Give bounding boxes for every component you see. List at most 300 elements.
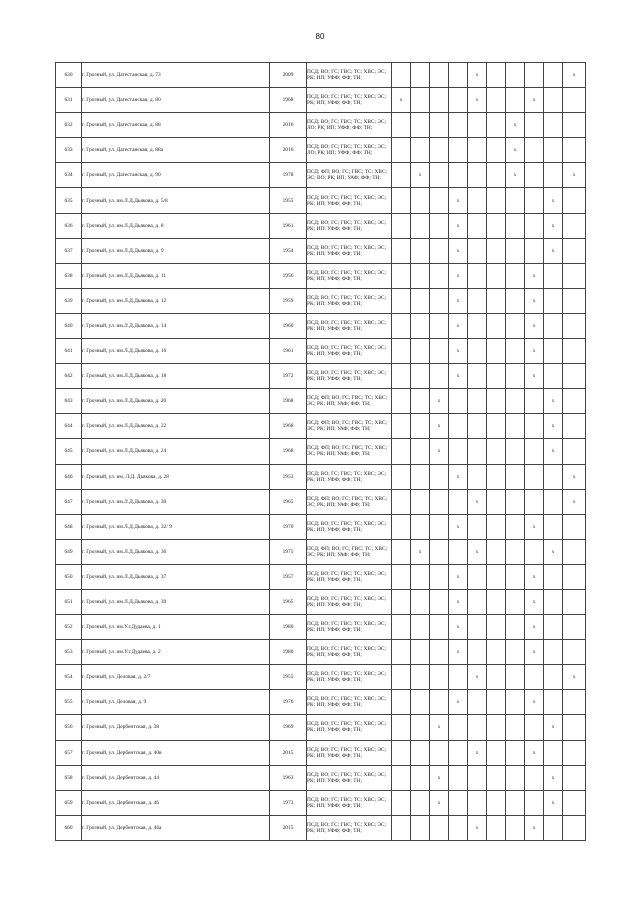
row-year: 1973 — [270, 790, 307, 815]
row-mark: x — [449, 339, 468, 364]
row-works: ПСД; ВО; ГС; ГВС; ТС; ХВС; ЭС; ЛО; РК; ИП; УФФ; ФФ; ТН; — [307, 138, 392, 163]
table-row — [56, 414, 586, 439]
row-number: 639 — [56, 288, 82, 313]
row-mark — [411, 464, 430, 489]
row-year: 1959 — [270, 288, 307, 313]
row-mark — [563, 815, 586, 840]
row-number: 658 — [56, 765, 82, 790]
row-mark — [468, 765, 487, 790]
row-mark: x — [525, 313, 544, 338]
row-mark — [563, 389, 586, 414]
row-mark — [506, 615, 525, 640]
table-row — [56, 665, 586, 690]
row-mark — [392, 213, 411, 238]
row-mark: x — [525, 564, 544, 589]
row-mark — [525, 539, 544, 564]
row-address: г. Грозный, ул. им.Л.Д.Дьякова, д. 12 — [82, 288, 270, 313]
row-mark — [430, 188, 449, 213]
row-works: ПСД; ВО; ГС; ГВС; ТС; ХВС; ЭС; РК; ИП; УФФ; ФФ; ТН; — [307, 665, 392, 690]
row-mark — [411, 313, 430, 338]
row-mark — [544, 564, 563, 589]
table-row — [56, 188, 586, 213]
row-mark — [487, 138, 506, 163]
row-mark — [487, 238, 506, 263]
row-number: 657 — [56, 740, 82, 765]
row-mark: x — [525, 740, 544, 765]
table-row — [56, 690, 586, 715]
row-mark — [392, 815, 411, 840]
row-mark: x — [525, 364, 544, 389]
row-works: ПСД; ВО; ГС; ГВС; ТС; ХВС; ЭС; РК; ИП; УФФ; ФФ; ТН; — [307, 815, 392, 840]
row-mark — [506, 589, 525, 614]
row-mark — [468, 113, 487, 138]
row-mark — [430, 690, 449, 715]
row-mark — [430, 113, 449, 138]
row-address: г. Грозный, ул. им.Л.Д.Дьякова, д. 20 — [82, 389, 270, 414]
row-year: 1961 — [270, 339, 307, 364]
row-address: г. Грозный, ул. Дагестанская, д. 73 — [82, 63, 270, 88]
row-works: ПСД; ФП; ВО; ГС; ГВС; ТС; ХВС; ЭС; РК; ИП; УАФ; ФФ; ТН; — [307, 414, 392, 439]
row-mark: x — [563, 464, 586, 489]
row-mark — [563, 740, 586, 765]
row-mark — [411, 790, 430, 815]
row-mark — [487, 389, 506, 414]
row-address: г. Грозный, ул. им.Л.Д.Дьякова, д. 39 — [82, 589, 270, 614]
table-row — [56, 589, 586, 614]
row-mark — [563, 640, 586, 665]
row-mark — [449, 539, 468, 564]
row-mark — [563, 414, 586, 439]
row-year: 1956 — [270, 263, 307, 288]
row-mark — [525, 464, 544, 489]
row-mark — [487, 615, 506, 640]
row-mark — [563, 765, 586, 790]
row-mark — [563, 288, 586, 313]
row-address: г. Грозный, ул. им.Л.Д.Дьякова, д. 30 — [82, 489, 270, 514]
row-number: 643 — [56, 389, 82, 414]
row-mark — [506, 514, 525, 539]
row-mark — [392, 615, 411, 640]
row-mark — [449, 489, 468, 514]
row-mark — [563, 138, 586, 163]
row-mark — [392, 138, 411, 163]
row-mark — [430, 514, 449, 539]
row-mark — [430, 665, 449, 690]
row-mark: x — [449, 589, 468, 614]
row-works: ПСД; ВО; ГС; ГВС; ТС; ХВС; ЭС; РК; ИП; УФФ; ФФ; ТН; — [307, 589, 392, 614]
row-mark — [430, 464, 449, 489]
row-number: 652 — [56, 615, 82, 640]
table-row — [56, 88, 586, 113]
row-number: 644 — [56, 414, 82, 439]
row-mark: x — [430, 389, 449, 414]
row-mark — [544, 163, 563, 188]
row-mark — [544, 63, 563, 88]
row-mark — [544, 514, 563, 539]
row-mark — [563, 238, 586, 263]
row-mark — [392, 263, 411, 288]
row-mark: x — [430, 765, 449, 790]
row-mark — [506, 715, 525, 740]
row-works: ПСД; ВО; ГС; ГВС; ТС; ХВС; ЭС; РК; ИП; УФФ; ФФ; ТН; — [307, 640, 392, 665]
row-mark — [449, 740, 468, 765]
row-address: г. Грозный, ул. им.Л.Д.Дьякова, д. 5/8 — [82, 188, 270, 213]
row-mark — [487, 63, 506, 88]
row-mark — [430, 213, 449, 238]
row-mark — [525, 489, 544, 514]
row-works: ПСД; ВО; ГС; ГВС; ТС; ХВС; ЭС; РК; ИП; УФФ; ФФ; ТН; — [307, 213, 392, 238]
row-mark: x — [506, 113, 525, 138]
table-row — [56, 288, 586, 313]
row-mark — [506, 740, 525, 765]
row-mark — [506, 414, 525, 439]
row-year: 1968 — [270, 88, 307, 113]
row-mark — [392, 765, 411, 790]
row-mark — [487, 640, 506, 665]
row-mark: x — [449, 615, 468, 640]
row-mark — [487, 213, 506, 238]
row-mark — [411, 263, 430, 288]
row-mark — [392, 63, 411, 88]
row-mark — [430, 313, 449, 338]
row-mark — [411, 213, 430, 238]
row-mark — [430, 88, 449, 113]
row-address: г. Грозный, ул. им.Л.Д.Дьякова, д. 14 — [82, 313, 270, 338]
row-mark — [411, 63, 430, 88]
row-year: 1968 — [270, 439, 307, 464]
row-mark — [506, 690, 525, 715]
row-mark — [544, 489, 563, 514]
row-number: 645 — [56, 439, 82, 464]
row-mark: x — [525, 640, 544, 665]
row-mark — [468, 414, 487, 439]
row-mark — [487, 489, 506, 514]
row-mark: x — [449, 188, 468, 213]
table-row — [56, 615, 586, 640]
row-mark — [392, 740, 411, 765]
row-number: 635 — [56, 188, 82, 213]
row-mark — [449, 389, 468, 414]
table-row — [56, 564, 586, 589]
row-mark — [563, 615, 586, 640]
row-number: 630 — [56, 63, 82, 88]
row-mark — [392, 564, 411, 589]
row-mark — [430, 339, 449, 364]
row-mark — [411, 113, 430, 138]
row-mark — [506, 539, 525, 564]
row-mark — [411, 564, 430, 589]
row-mark: x — [525, 615, 544, 640]
row-mark — [525, 414, 544, 439]
row-mark: x — [544, 539, 563, 564]
row-mark — [506, 464, 525, 489]
row-mark — [468, 364, 487, 389]
row-mark — [430, 263, 449, 288]
row-number: 651 — [56, 589, 82, 614]
row-mark: x — [544, 765, 563, 790]
row-mark — [563, 88, 586, 113]
row-mark: x — [525, 690, 544, 715]
row-mark — [563, 263, 586, 288]
row-address: г. Грозный, ул. им.У.г.Дудаева, д. 1 — [82, 615, 270, 640]
row-address: г. Грозный, ул. Дагестанская, д. 80 — [82, 88, 270, 113]
row-mark — [468, 138, 487, 163]
row-mark — [487, 288, 506, 313]
row-mark — [506, 489, 525, 514]
table-row — [56, 539, 586, 564]
row-mark — [430, 288, 449, 313]
row-mark — [411, 364, 430, 389]
row-mark: x — [506, 138, 525, 163]
row-mark — [392, 288, 411, 313]
row-mark: x — [544, 715, 563, 740]
row-mark — [411, 715, 430, 740]
row-mark — [544, 740, 563, 765]
table-row — [56, 364, 586, 389]
row-address: г. Грозный, ул. им.Л.Д.Дьякова, д. 32/ 9 — [82, 514, 270, 539]
row-mark: x — [525, 288, 544, 313]
row-mark: x — [468, 815, 487, 840]
row-mark — [544, 464, 563, 489]
row-mark — [430, 564, 449, 589]
row-year: 2015 — [270, 815, 307, 840]
row-mark — [468, 464, 487, 489]
row-mark — [487, 690, 506, 715]
row-mark — [468, 715, 487, 740]
row-mark — [544, 313, 563, 338]
row-works: ПСД; ВО; ГС; ГВС; ТС; ХВС; ЭС; РК; ИП; УФФ; ФФ; ТН; — [307, 615, 392, 640]
row-mark — [506, 339, 525, 364]
row-mark — [506, 815, 525, 840]
row-mark — [487, 715, 506, 740]
row-works: ПСД; ВО; ГС; ГВС; ТС; ХВС; ЭС; РК; ИП; УФФ; ФФ; ТН; — [307, 715, 392, 740]
row-mark — [392, 514, 411, 539]
row-mark — [506, 263, 525, 288]
row-mark: x — [449, 213, 468, 238]
row-mark — [411, 138, 430, 163]
row-mark: x — [506, 163, 525, 188]
row-mark — [430, 364, 449, 389]
row-address: г. Грозный, ул. им.Л.Д.Дьякова, д. 22 — [82, 414, 270, 439]
row-mark — [392, 690, 411, 715]
row-mark — [563, 213, 586, 238]
row-address: г. Грозный, ул. им.Л.Д.Дьякова, д. 8 — [82, 213, 270, 238]
row-mark — [506, 389, 525, 414]
row-mark — [487, 539, 506, 564]
row-mark — [392, 715, 411, 740]
row-mark — [525, 665, 544, 690]
row-number: 642 — [56, 364, 82, 389]
row-mark — [487, 414, 506, 439]
page-number: 80 — [315, 32, 325, 41]
row-number: 641 — [56, 339, 82, 364]
row-mark — [544, 640, 563, 665]
row-works: ПСД; ВО; ГС; ГВС; ТС; ХВС; ЭС; РК; ИП; УФФ; ФФ; ТН; — [307, 564, 392, 589]
row-mark — [487, 464, 506, 489]
row-address: г. Грозный, ул. им.У.г.Дудаева, д. 2 — [82, 640, 270, 665]
row-mark — [506, 313, 525, 338]
table-row — [56, 815, 586, 840]
row-mark — [411, 615, 430, 640]
row-year: 1955 — [270, 665, 307, 690]
row-mark — [563, 113, 586, 138]
row-mark — [430, 489, 449, 514]
row-mark: x — [544, 790, 563, 815]
row-mark — [563, 188, 586, 213]
row-mark — [525, 63, 544, 88]
row-mark: x — [563, 665, 586, 690]
row-mark — [544, 815, 563, 840]
row-mark: x — [468, 63, 487, 88]
row-mark — [544, 339, 563, 364]
row-mark — [506, 88, 525, 113]
row-mark — [487, 740, 506, 765]
row-works: ПСД; ВО; ГС; ГВС; ТС; ХВС; ЭС; РК; ИП; УФФ; ФФ; ТН; — [307, 514, 392, 539]
row-mark — [449, 439, 468, 464]
row-mark: x — [449, 514, 468, 539]
row-address: г. Грозный, ул. Дербентская, д. 40в — [82, 740, 270, 765]
row-number: 634 — [56, 163, 82, 188]
row-number: 656 — [56, 715, 82, 740]
row-year: 1963 — [270, 765, 307, 790]
row-address: г. Грозный, ул. Дагестанская, д. 88 — [82, 113, 270, 138]
row-mark: x — [525, 815, 544, 840]
row-number: 653 — [56, 640, 82, 665]
row-mark — [525, 113, 544, 138]
table-row — [56, 765, 586, 790]
row-mark: x — [525, 514, 544, 539]
row-mark: x — [468, 489, 487, 514]
row-mark — [506, 63, 525, 88]
row-mark — [449, 790, 468, 815]
row-mark: x — [430, 439, 449, 464]
table-row — [56, 640, 586, 665]
row-mark: x — [468, 539, 487, 564]
row-mark — [563, 439, 586, 464]
row-mark — [411, 740, 430, 765]
row-mark: x — [449, 238, 468, 263]
row-mark — [487, 88, 506, 113]
row-mark — [487, 163, 506, 188]
row-mark — [468, 263, 487, 288]
row-mark — [392, 790, 411, 815]
row-mark — [544, 589, 563, 614]
row-mark — [392, 414, 411, 439]
row-year: 2009 — [270, 63, 307, 88]
table-row — [56, 163, 586, 188]
row-mark — [392, 238, 411, 263]
row-works: ПСД; ВО; ГС; ГВС; ТС; ХВС; ЭС; РК; ИП; УФФ; ФФ; ТН; — [307, 63, 392, 88]
row-mark: x — [525, 589, 544, 614]
row-mark — [468, 439, 487, 464]
row-works: ПСД; ВО; ГС; ГВС; ТС; ХВС; ЭС; РК; ИП; УФФ; ФФ; ТН; — [307, 88, 392, 113]
row-mark — [411, 389, 430, 414]
row-number: 646 — [56, 464, 82, 489]
row-mark — [392, 489, 411, 514]
row-mark — [468, 589, 487, 614]
row-mark — [392, 464, 411, 489]
row-mark — [468, 288, 487, 313]
row-mark — [411, 589, 430, 614]
table-row — [56, 263, 586, 288]
row-mark — [468, 389, 487, 414]
row-mark — [487, 589, 506, 614]
row-works: ПСД; ВО; ГС; ГВС; ТС; ХВС; ЭС; РК; ИП; УФФ; ФФ; ТН; — [307, 263, 392, 288]
row-mark — [392, 589, 411, 614]
row-mark — [544, 113, 563, 138]
row-mark — [411, 188, 430, 213]
row-mark — [468, 163, 487, 188]
table-row — [56, 740, 586, 765]
row-works: ПСД; ВО; ГС; ГВС; ТС; ХВС; ЭС; РК; ИП; УФФ; ФФ; ТН; — [307, 464, 392, 489]
row-mark — [411, 88, 430, 113]
row-mark — [468, 790, 487, 815]
row-mark: x — [392, 88, 411, 113]
row-mark — [487, 113, 506, 138]
row-mark — [449, 715, 468, 740]
row-mark — [392, 188, 411, 213]
row-year: 1975 — [270, 539, 307, 564]
row-number: 649 — [56, 539, 82, 564]
row-mark — [544, 263, 563, 288]
row-mark: x — [544, 414, 563, 439]
row-year: 1955 — [270, 188, 307, 213]
row-mark — [563, 364, 586, 389]
row-mark — [449, 163, 468, 188]
row-mark — [411, 414, 430, 439]
row-mark — [525, 163, 544, 188]
row-mark — [411, 665, 430, 690]
row-year: 1970 — [270, 514, 307, 539]
row-mark — [449, 765, 468, 790]
row-mark — [411, 339, 430, 364]
table-row — [56, 339, 586, 364]
row-mark — [487, 790, 506, 815]
row-mark — [392, 539, 411, 564]
row-year: 1954 — [270, 238, 307, 263]
row-mark: x — [525, 339, 544, 364]
table-row — [56, 113, 586, 138]
row-mark — [411, 640, 430, 665]
row-mark — [487, 439, 506, 464]
row-mark — [411, 690, 430, 715]
row-mark: x — [544, 188, 563, 213]
row-mark — [563, 690, 586, 715]
row-mark: x — [544, 389, 563, 414]
row-works: ПСД; ФП; ВО; ГС; ГВС; ТС; ХВС; ЭС; РК; ИП; УАФ; ФФ; ТН; — [307, 439, 392, 464]
table-row — [56, 138, 586, 163]
row-address: г. Грозный, ул. им.Л.Д.Дьякова, д. 9 — [82, 238, 270, 263]
row-year: 1972 — [270, 364, 307, 389]
row-mark — [411, 489, 430, 514]
row-mark — [430, 815, 449, 840]
row-year: 1957 — [270, 564, 307, 589]
row-mark: x — [449, 288, 468, 313]
row-mark — [506, 765, 525, 790]
row-works: ПСД; ВО; ГС; ГВС; ТС; ХВС; ЭС; РК; ИП; УФФ; ФФ; ТН; — [307, 740, 392, 765]
row-address: г. Грозный, ул. Дербентская, д. 38 — [82, 715, 270, 740]
row-works: ПСД; ВО; ГС; ГВС; ТС; ХВС; ЭС; РК; ИП; УФФ; ФФ; ТН; — [307, 339, 392, 364]
row-mark — [449, 665, 468, 690]
row-mark — [506, 238, 525, 263]
row-address: г. Грозный, ул. им. Л.Д. Дьякова, д. 28 — [82, 464, 270, 489]
row-mark — [525, 238, 544, 263]
row-mark — [449, 88, 468, 113]
row-mark — [506, 790, 525, 815]
row-mark — [392, 313, 411, 338]
row-mark — [411, 288, 430, 313]
row-mark — [430, 740, 449, 765]
